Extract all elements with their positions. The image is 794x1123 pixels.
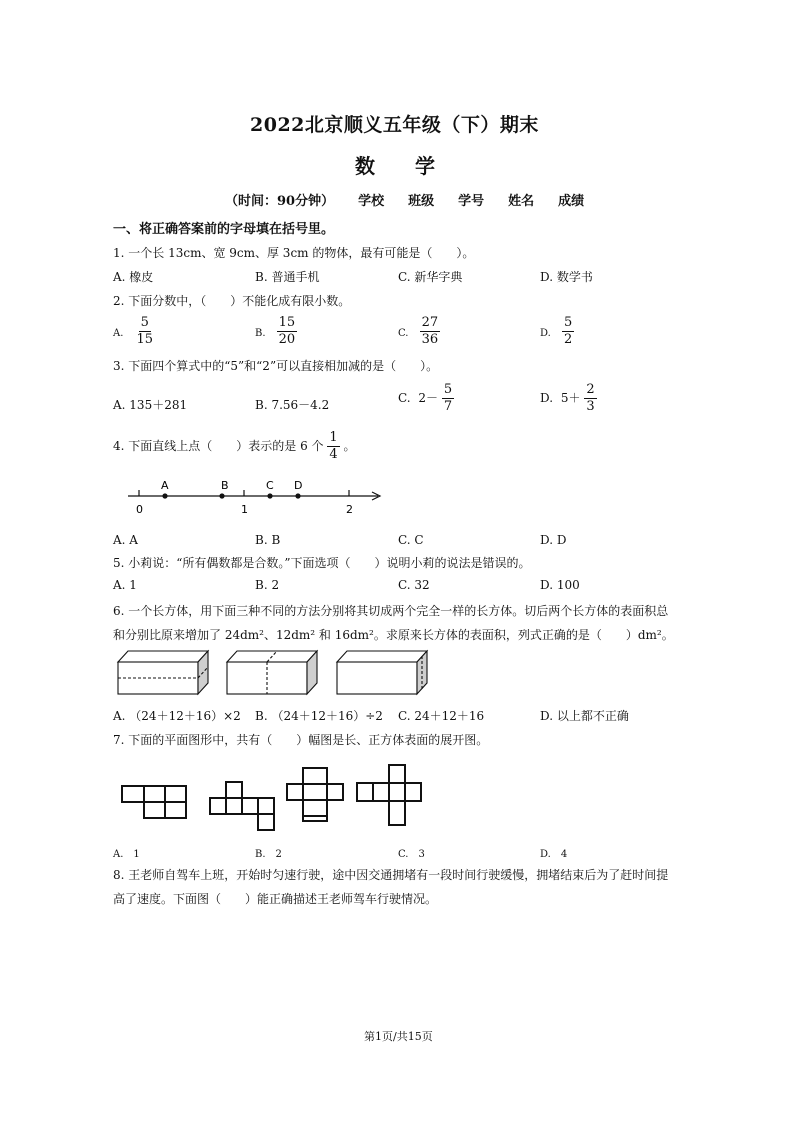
fraction: $\frac{15}{20}$ — [278, 315, 296, 347]
q1-option-c: C. 新华字典 — [398, 270, 463, 284]
q7-option-c: C. 3 — [398, 849, 425, 860]
q4-option-d: D. D — [540, 533, 567, 547]
q3-option-d: D. 5＋ $\frac{2}{3}$ — [540, 382, 595, 414]
score-label: 成绩 — [558, 194, 585, 209]
question-8-line-2: 高了速度。下面图（ ）能正确描述王老师驾车行驶情况。 — [113, 892, 438, 906]
q3-option-a: A. 135＋281 — [113, 398, 188, 412]
q5-option-b: B. 2 — [255, 578, 280, 592]
q7-option-a: A. 1 — [113, 849, 140, 860]
q1-option-a: A. 橡皮 — [113, 270, 154, 284]
cube-net-4 — [357, 765, 421, 825]
point-label-b: B — [221, 479, 229, 492]
q6-option-b: B. （24＋12＋16）÷2 — [255, 709, 383, 723]
section-title: 一、将正确答案前的字母填在括号里。 — [113, 222, 335, 237]
q4-option-b: B. B — [255, 533, 281, 547]
fraction: $\frac{5}{2}$ — [563, 315, 573, 347]
q3-option-b: B. 7.56－4.2 — [255, 398, 330, 412]
fraction: $\frac{1}{4}$ — [329, 430, 338, 462]
q1-option-d: D. 数学书 — [540, 270, 593, 284]
page-number: 第1页/共15页 — [364, 1030, 433, 1043]
point-label-c: C — [266, 479, 274, 492]
q5-option-a: A. 1 — [113, 578, 137, 592]
cube-net-3 — [287, 768, 343, 821]
question-5: 5. 小莉说：“所有偶数都是合数。”下面选项（ ）说明小莉的说法是错误的。 — [113, 556, 531, 570]
subject-title: 数 学 — [355, 154, 435, 178]
point-label-d: D — [294, 479, 303, 492]
tick-label-1: 1 — [241, 503, 248, 516]
fraction: $\frac{27}{36}$ — [421, 315, 439, 347]
q4-option-c: C. C — [398, 533, 424, 547]
fraction: $\frac{5}{7}$ — [443, 382, 453, 414]
cube-net-1 — [122, 786, 186, 818]
question-6-line-2: 和分别比原来增加了 24dm²、12dm² 和 16dm²。求原来长方体的表面积，列式正确的是（ ）dm²。 — [113, 628, 674, 642]
q6-option-c: C. 24＋12＋16 — [398, 709, 485, 723]
fraction: $\frac{2}{3}$ — [586, 382, 595, 414]
class-label: 班级 — [408, 194, 435, 209]
q5-option-c: C. 32 — [398, 578, 430, 592]
question-4: 4. 下面直线上点（ ）表示的是 6 个 $\frac{1}{4}$ 。 — [113, 430, 356, 462]
question-8-line-1: 8. 王老师自驾车上班，开始时匀速行驶，途中因交通拥堵有一段时间行驶缓慢，拥堵结束后为了赶时间提 — [113, 868, 669, 882]
q4-option-a: A. A — [113, 533, 138, 547]
school-label: 学校 — [358, 194, 385, 209]
q5-option-d: D. 100 — [540, 578, 580, 592]
q2-option-d: D. $\frac{5}{2}$ — [540, 315, 573, 347]
cube-net-2 — [210, 782, 274, 830]
q7-option-b: B. 2 — [255, 849, 282, 860]
question-2: 2. 下面分数中，（ ）不能化成有限小数。 — [113, 294, 351, 308]
q3-option-c: C. 2－ $\frac{5}{7}$ — [398, 382, 453, 414]
tick-label-2: 2 — [346, 503, 353, 516]
question-6-line-1: 6. 一个长方体，用下面三种不同的方法分别将其切成两个完全一样的长方体。切后两个长方体的表面积总 — [113, 604, 669, 618]
student-id-label: 学号 — [458, 194, 485, 209]
fraction: $\frac{5}{15}$ — [136, 315, 154, 347]
q1-option-b: B. 普通手机 — [255, 270, 320, 284]
name-label: 姓名 — [508, 194, 535, 209]
question-1: 1. 一个长 13cm、宽 9cm、厚 3cm 的物体，最有可能是（ ）。 — [113, 246, 475, 260]
question-3: 3. 下面四个算式中的“5”和“2”可以直接相加减的是（ ）。 — [113, 359, 439, 373]
q2-option-a: A. $\frac{5}{15}$ — [113, 315, 154, 347]
exam-time: （时间：90分钟） — [225, 194, 335, 209]
q2-option-c: C. $\frac{27}{36}$ — [398, 315, 439, 347]
q6-option-d: D. 以上都不正确 — [540, 709, 629, 723]
tick-label-0: 0 — [136, 503, 143, 516]
q7-option-d: D. 4 — [540, 849, 568, 860]
point-label-a: A — [161, 479, 169, 492]
q6-option-a: A. （24＋12＋16）×2 — [113, 709, 241, 723]
question-7: 7. 下面的平面图形中，共有（ ）幅图是长、正方体表面的展开图。 — [113, 733, 489, 747]
q2-option-b: B. $\frac{15}{20}$ — [255, 315, 296, 347]
exam-title: 2022北京顺义五年级（下）期末 — [250, 114, 539, 136]
